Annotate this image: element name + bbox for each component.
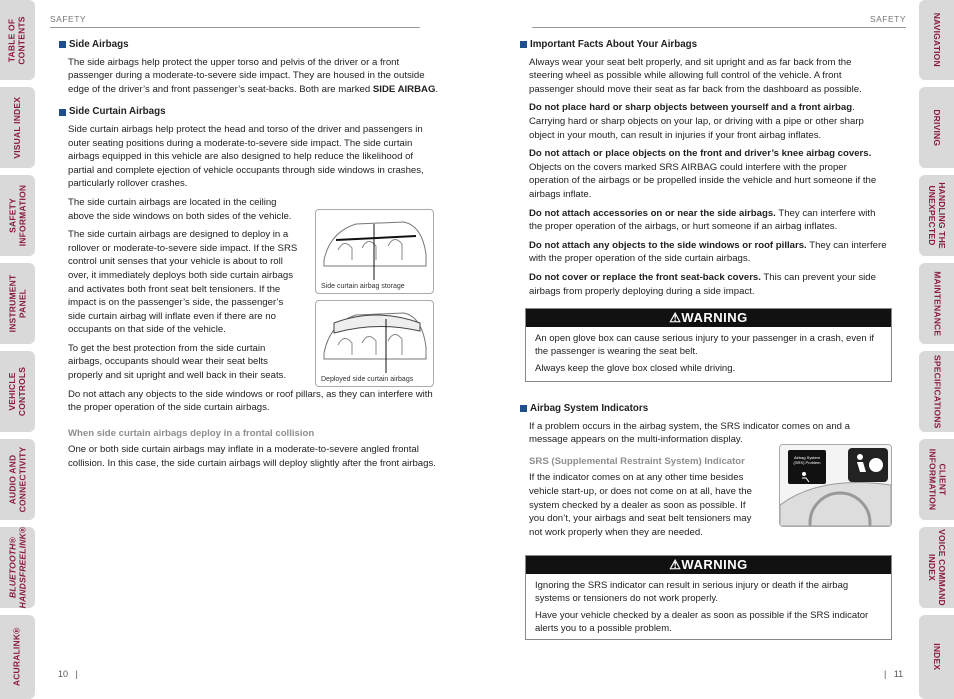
right-page-content — [520, 38, 888, 303]
tab-voice-command-index[interactable]: VOICE COMMAND INDEX — [919, 527, 954, 608]
right-page-header: SAFETY — [869, 14, 906, 24]
right-header-rule — [532, 27, 906, 28]
figure-caption: Deployed side curtain airbags — [321, 376, 414, 383]
tab-handling-the-unexpected[interactable]: HANDLING THE UNEXPECTED — [919, 175, 954, 256]
display-line-1: Airbag System — [793, 455, 821, 460]
deployed-airbag-illustration — [316, 301, 433, 373]
figure-curtain-storage — [315, 209, 434, 294]
indicators-intro-text: If a problem occurs in the airbag system, the SRS indicator comes on and a message appears on the multi-information display. — [529, 420, 851, 446]
warning-text: Have your vehicle checked by a dealer as soon as possible if the SRS indicator alerts you to a possible problem. — [535, 610, 869, 634]
warning-bar: ⚠WARNING — [526, 556, 891, 574]
curtain-deploy-text: The side curtain airbags are designed to deploy in a rollover or moderate-to-severe side impact. If the SRS control unit senses that your vehicle is about to roll over, it immediately deploys both side curtain airbags and activates both front seat belt tensioners. If the impact is on the passenger’s side, the passenger’s side curtain airbag will inflate even if there are no occupants on that side of the vehicle. — [68, 229, 298, 336]
curtain-location-text: The side curtain airbags are located in the ceiling above the side windows on both sides of the vehicle. — [68, 196, 292, 222]
tab-audio-connectivity[interactable]: AUDIO AND CONNECTIVITY — [0, 439, 35, 520]
tab-instrument-panel[interactable]: INSTRUMENT PANEL — [0, 263, 35, 344]
fact-item: Do not attach or place objects on the front and driver’s knee airbag covers. Objects on the covers marked SRS AIRBAG could interfere with the proper operation of the airbags or be propelled inside the vehicle and hurt someone if the airbags inflate. — [529, 148, 877, 200]
tab-navigation[interactable]: NAVIGATION — [919, 0, 954, 80]
curtain-protection-text: To get the best protection from the side curtain airbags, occupants should wear their seat belts properly and sit upright and well back in their seats. — [68, 342, 287, 382]
left-header-rule — [50, 27, 420, 28]
warning-text: Always keep the glove box closed while driving. — [535, 363, 736, 374]
facts-intro-text: Always wear your seat belt properly, and sit upright and as far back from the steering wheel as possible while allowing full control of the vehicle. A front passenger should move their seat as far back from the dashboard as possible. — [529, 56, 862, 95]
indicators-heading: Airbag System Indicators — [520, 402, 888, 416]
tab-visual-index[interactable]: VISUAL INDEX — [0, 87, 35, 168]
tab-driving[interactable]: DRIVING — [919, 87, 954, 168]
warning-text: An open glove box can cause serious injury to your passenger in a crash, even if the passenger is wearing the seat belt. — [535, 333, 875, 357]
tab-acuralink[interactable]: ACURALINK® — [0, 615, 35, 699]
warning-triangle-icon: ⚠ — [669, 557, 682, 572]
curtain-objects-text: Do not attach any objects to the side windows or roof pillars, as they can interfere with the proper operation of the side curtain airbags. — [68, 388, 433, 414]
tab-index[interactable]: INDEX — [919, 615, 954, 699]
side-airbags-heading: Side Airbags — [59, 38, 441, 52]
side-curtain-airbags-heading: Side Curtain Airbags — [59, 105, 441, 119]
right-page-number: | 11 — [884, 669, 904, 679]
warning-bar: ⚠WARNING — [526, 309, 891, 327]
tab-table-of-contents[interactable]: TABLE OF CONTENTS — [0, 0, 35, 80]
warning-text: Ignoring the SRS indicator can result in serious injury or death if the airbag systems or tensioners do not work properly. — [535, 580, 849, 604]
car-interior-illustration — [316, 210, 433, 280]
frontal-collision-subheading: When side curtain airbags deploy in a frontal collision — [68, 427, 315, 439]
fact-item: Do not attach accessories on or near the side airbags. They can interfere with the proper operation of the airbags, or hurt someone if an airbag inflates. — [529, 207, 876, 233]
important-facts-heading: Important Facts About Your Airbags — [520, 38, 888, 52]
tab-vehicle-controls[interactable]: VEHICLE CONTROLS — [0, 351, 35, 432]
warning-box-srs-indicator — [525, 555, 892, 640]
tab-bluetooth-handsfreelink[interactable]: BLUETOOTH® HANDSFREELINK® — [0, 527, 35, 608]
warning-triangle-icon: ⚠ — [669, 310, 682, 325]
display-line-2: (SRS) Problem — [793, 460, 821, 465]
fact-item: Do not cover or replace the front seat-back covers. This can prevent your side airbags from properly deploying during a side impact. — [529, 271, 876, 297]
dashboard-illustration — [780, 445, 891, 526]
figure-srs-indicator — [779, 444, 892, 527]
figure-caption: Side curtain airbag storage — [321, 283, 405, 290]
fact-item: Do not place hard or sharp objects between yourself and a front airbag. Carrying hard or sharp objects on your lap, or driving with a pipe or other sharp object in your mouth, can result in injuries if your front airbag inflates. — [529, 102, 864, 141]
frontal-collision-text: One or both side curtain airbags may inflate in a moderate-to-severe angled frontal collision. In this case, the side curtain airbags will deploy slightly after the front airbags. — [68, 444, 436, 470]
tab-client-information[interactable]: CLIENT INFORMATION — [919, 439, 954, 520]
section-square-icon — [520, 405, 527, 412]
curtain-intro-text: Side curtain airbags help protect the head and torso of the driver and passengers in outer seating positions during a moderate-to-severe side impact. The side curtain airbags equipped in this vehicle are also designed to help reduce the likelihood of partial and complete ejection of vehicle occupants through side windows in crashes, particularly rollover crashes. — [68, 123, 424, 190]
side-airbags-text: The side airbags help protect the upper torso and pelvis of the driver or a front passenger during a moderate-to-severe side impact. They are housed in the outside edge of the driver’s and front passenger’s seat-backs. Both are marked SIDE AIRBAG. — [68, 56, 439, 95]
warning-box-glove-box — [525, 308, 892, 382]
section-square-icon — [59, 41, 66, 48]
left-page-number: 10 | — [58, 669, 78, 679]
tab-specifications[interactable]: SPECIFICATIONS — [919, 351, 954, 432]
section-square-icon — [59, 109, 66, 116]
tab-safety-information[interactable]: SAFETY INFORMATION — [0, 175, 35, 256]
tab-maintenance[interactable]: MAINTENANCE — [919, 263, 954, 344]
srs-indicator-subheading: SRS (Supplemental Restraint System) Indicator — [529, 455, 745, 467]
figure-curtain-deployed — [315, 300, 434, 387]
section-square-icon — [520, 41, 527, 48]
srs-indicator-text: If the indicator comes on at any other time besides vehicle start-up, or does not come on at all, have the system checked by a dealer as soon as possible. If you don’t, your airbags and seat belt tensioners may not work properly when they are needed. — [529, 472, 752, 538]
left-page-header: SAFETY — [50, 14, 87, 24]
fact-item: Do not attach any objects to the side windows or roof pillars. They can interfere with the proper operation of the side curtain airbags. — [529, 239, 887, 265]
